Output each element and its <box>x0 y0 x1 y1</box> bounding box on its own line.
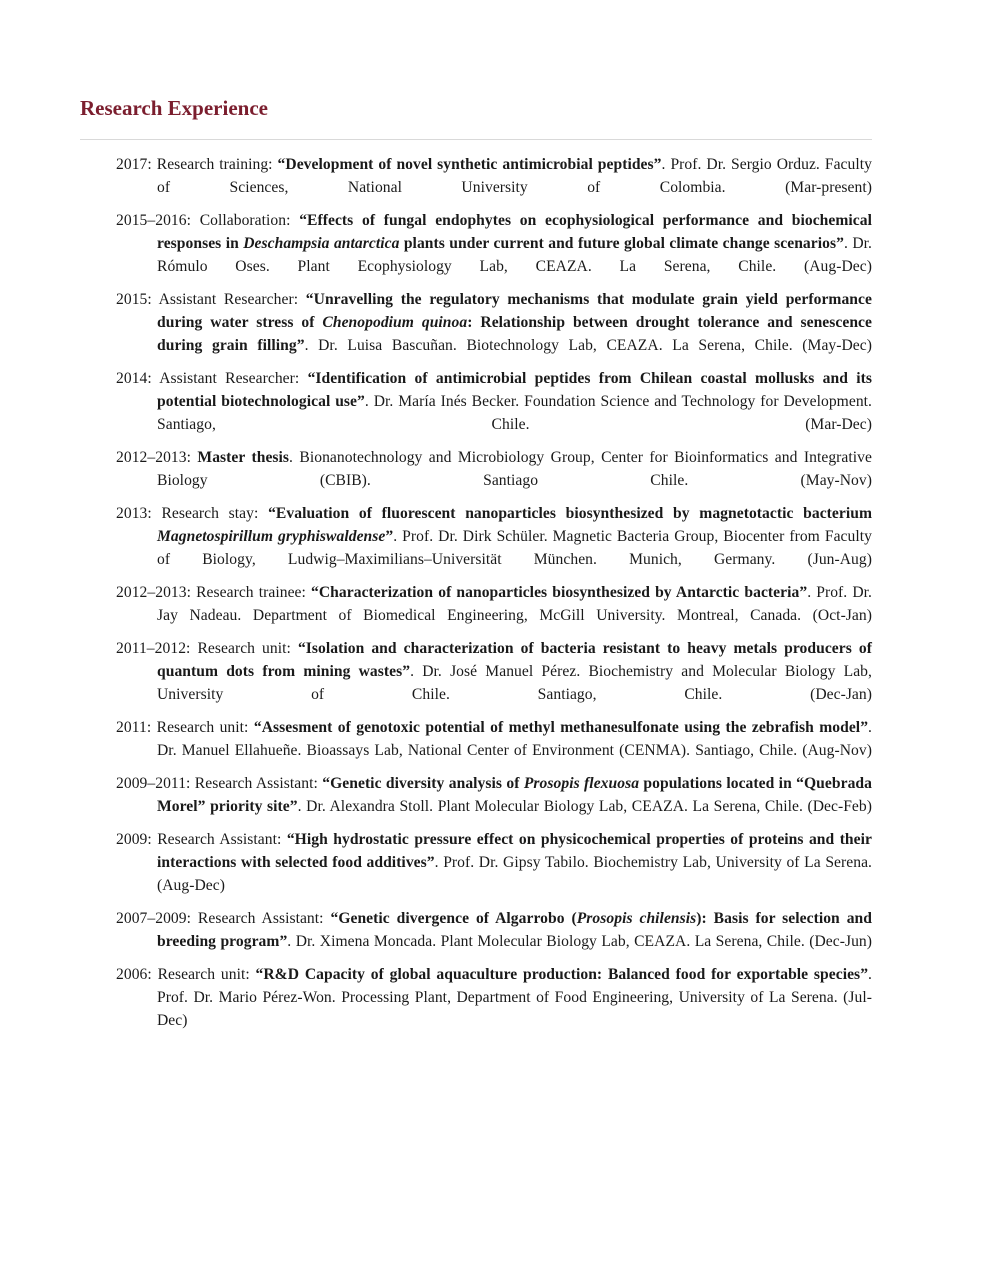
entry-year: 2017 <box>116 156 148 173</box>
entry-period: (May-Nov) <box>800 472 872 489</box>
entry-year: 2015 <box>116 291 148 308</box>
entry-role: Assistant Researcher <box>158 291 294 308</box>
entry-title: Genetic divergence of Algarrobo ( <box>338 910 577 927</box>
entry-year: 2006 <box>116 966 148 983</box>
experience-entry: 2014: Assistant Researcher: “Identification of antimicrobial peptides from Chilean coastal mollusks and its potential biotechnological use”. Dr. María Inés Becker. Foundation Science and Technology for Development. Santiago, Chile. (Mar-Dec) <box>116 370 872 433</box>
entry-title: High hydrostatic pressure effect on physicochemical properties of proteins and their interactions with selected food additives <box>157 831 872 871</box>
entry-period: (Aug-Dec) <box>804 258 872 275</box>
research-experience-list <box>116 153 872 1042</box>
experience-entry: 2011: Research unit: “Assesment of genotoxic potential of methyl methanesulfonate using the zebrafish model”. Dr. Manuel Ellahueñe. Bioassays Lab, National Center of Environment (CENMA). Santiago, Chile. (Aug-Nov) <box>116 719 872 759</box>
entry-details: Dr. María Inés Becker. Foundation Science and Technology for Development. Santiago, Chile. <box>157 393 872 433</box>
entry-details: Prof. Dr. Sergio Orduz. Faculty of Sciences, National University of Colombia. <box>157 156 872 196</box>
entry-species: Deschampsia antarctica <box>243 235 400 252</box>
entry-role: Research Assistant <box>194 775 314 792</box>
entry-period: (Aug-Nov) <box>802 742 872 759</box>
entry-title-end: populations located in “Quebrada Morel” priority site <box>157 775 872 815</box>
entry-role: Research unit <box>157 966 246 983</box>
experience-entry: 2017: Research training: “Development of novel synthetic antimicrobial peptides”. Prof. Dr. Sergio Orduz. Faculty of Sciences, National University of Colombia. (Mar-present) <box>116 156 872 196</box>
experience-entry: 2006: Research unit: “R&D Capacity of global aquaculture production: Balanced food for exportable species”. Prof. Dr. Mario Pérez-Won. Processing Plant, Department of Food Engineering, University of La Serena. (Jul-Dec) <box>116 966 872 1029</box>
entry-year: 2011–2012 <box>116 640 187 657</box>
entry-role: Collaboration <box>199 212 287 229</box>
entry-details: Dr. Ximena Moncada. Plant Molecular Biology Lab, CEAZA. La Serena, Chile. <box>295 933 805 950</box>
entry-period: (May-Dec) <box>802 337 872 354</box>
entry-period: (Jul-Dec) <box>157 989 872 1029</box>
entry-title-end: ): Basis for selection and breeding program <box>157 910 872 950</box>
entry-details: Prof. Dr. Dirk Schüler. Magnetic Bacteria Group, Biocenter from Faculty of Biology, Ludwig–Maximilians–Universität München. Munich, Germany. <box>157 528 872 568</box>
entry-period: (Aug-Dec) <box>157 877 225 894</box>
experience-entry: 2007–2009: Research Assistant: “Genetic divergence of Algarrobo (Prosopis chilensis): Basis for selection and breeding program”. Dr. Ximena Moncada. Plant Molecular Biology Lab, CEAZA. La Serena, Chile. (Dec-Jun) <box>116 910 873 950</box>
entry-role: Research stay <box>161 505 254 522</box>
experience-entry: 2009–2011: Research Assistant: “Genetic diversity analysis of Prosopis flexuosa populations located in “Quebrada Morel” priority site”. Dr. Alexandra Stoll. Plant Molecular Biology Lab, CEAZA. La Serena, Chile. (Dec-Feb) <box>116 775 872 815</box>
entry-role: Research trainee <box>196 584 302 601</box>
entry-year: 2013 <box>116 505 148 522</box>
entry-title: Characterization of nanoparticles biosynthesized by Antarctic bacteria <box>318 584 800 601</box>
experience-entry: 2013: Research stay: “Evaluation of fluorescent nanoparticles biosynthesized by magnetotactic bacterium Magnetospirillum gryphiswaldense”. Prof. Dr. Dirk Schüler. Magnetic Bacteria Group, Biocenter from Faculty of Biology, Ludwig–Maximilians–Universität München. Munich, Germany. (Jun-Aug) <box>116 505 872 568</box>
entry-year: 2014 <box>116 370 148 387</box>
entry-species: Chenopodium quinoa <box>322 314 468 331</box>
entry-year: 2007–2009 <box>116 910 187 927</box>
entry-year: 2011 <box>116 719 147 736</box>
entry-title: Evaluation of fluorescent nanoparticles biosynthesized by magnetotactic bacterium <box>275 505 872 522</box>
section-divider <box>80 139 872 140</box>
entry-role: Assistant Researcher <box>159 370 295 387</box>
entry-details: Prof. Dr. Jay Nadeau. Department of Biomedical Engineering, McGill University. Montreal, Canada. <box>157 584 872 624</box>
entry-period: (Jun-Aug) <box>807 551 872 568</box>
entry-title: Isolation and characterization of bacteria resistant to heavy metals producers of quantum dots from mining wastes <box>157 640 872 680</box>
experience-entry: 2015–2016: Collaboration: “Effects of fungal endophytes on ecophysiological performance and biochemical responses in Deschampsia antarctica plants under current and future global climate change scenarios”. Dr. Rómulo Oses. Plant Ecophysiology Lab, CEAZA. La Serena, Chile. (Aug-Dec) <box>116 212 872 275</box>
entry-year: 2009–2011 <box>116 775 187 792</box>
entry-title: Effects of fungal endophytes on ecophysiological performance and biochemical responses in <box>157 212 872 252</box>
entry-details: Bionanotechnology and Microbiology Group, Center for Bioinformatics and Integrative Biology (CBIB). Santiago Chile. <box>157 449 872 489</box>
entry-species: Magnetospirillum gryphiswaldense <box>157 528 386 545</box>
entry-details: Dr. José Manuel Pérez. Biochemistry and Molecular Biology Lab, University of Chile. Santiago, Chile. <box>157 663 872 703</box>
entry-period: (Dec-Jan) <box>810 686 872 703</box>
entry-year: 2012–2013 <box>116 584 187 601</box>
entry-period: (Mar-present) <box>785 179 872 196</box>
experience-entry: 2012–2013: Research trainee: “Characterization of nanoparticles biosynthesized by Antarctic bacteria”. Prof. Dr. Jay Nadeau. Department of Biomedical Engineering, McGill University. Montreal, Canada. (Oct-Jan) <box>116 584 872 624</box>
entry-role: Research Assistant <box>157 831 277 848</box>
entry-role: Research unit <box>197 640 287 657</box>
entry-title: Identification of antimicrobial peptides from Chilean coastal mollusks and its potential biotechnological use <box>157 370 872 410</box>
entry-details: Prof. Dr. Gipsy Tabilo. Biochemistry Lab, University of La Serena. <box>443 854 872 871</box>
entry-species: Prosopis chilensis <box>576 910 697 927</box>
experience-entry: 2011–2012: Research unit: “Isolation and characterization of bacteria resistant to heavy metals producers of quantum dots from mining wastes”. Dr. José Manuel Pérez. Biochemistry and Molecular Biology Lab, University of Chile. Santiago, Chile. (Dec-Jan) <box>116 640 872 703</box>
entry-period: (Dec-Feb) <box>807 798 872 815</box>
entry-year: 2012–2013 <box>116 449 187 466</box>
experience-entry: 2012–2013: Master thesis. Bionanotechnology and Microbiology Group, Center for Bioinformatics and Integrative Biology (CBIB). Santiago Chile. (May-Nov) <box>116 449 872 489</box>
entry-details: Prof. Dr. Mario Pérez-Won. Processing Plant, Department of Food Engineering, University of La Serena. <box>157 989 838 1006</box>
entry-title: R&D Capacity of global aquaculture production: Balanced food for exportable species <box>263 966 861 983</box>
entry-year: 2009 <box>116 831 148 848</box>
entry-details: Dr. Luisa Bascuñan. Biotechnology Lab, CEAZA. La Serena, Chile. <box>318 337 793 354</box>
experience-entry: 2015: Assistant Researcher: “Unravelling the regulatory mechanisms that modulate grain yield performance during water stress of Chenopodium quinoa: Relationship between drought tolerance and senescence during grain filling”. Dr. Luisa Bascuñan. Biotechnology Lab, CEAZA. La Serena, Chile. (May-Dec) <box>116 291 872 354</box>
entry-details: Dr. Alexandra Stoll. Plant Molecular Biology Lab, CEAZA. La Serena, Chile. <box>306 798 803 815</box>
entry-role: Master thesis <box>197 449 290 466</box>
experience-entry: 2009: Research Assistant: “High hydrostatic pressure effect on physicochemical properties of proteins and their interactions with selected food additives”. Prof. Dr. Gipsy Tabilo. Biochemistry Lab, University of La Serena. (Aug-Dec) <box>116 831 872 894</box>
entry-details: Dr. Manuel Ellahueñe. Bioassays Lab, National Center of Environment (CENMA). Santiago, Chile. <box>157 742 798 759</box>
entry-title-end: : Relationship between drought tolerance and senescence during grain filling <box>157 314 872 354</box>
entry-title: Development of novel synthetic antimicrobial peptides <box>285 156 654 173</box>
section-heading: Research Experience <box>80 96 268 120</box>
entry-title-end: plants under current and future global climate change scenarios <box>399 235 837 252</box>
entry-period: (Oct-Jan) <box>812 607 872 624</box>
entry-role: Research training <box>156 156 269 173</box>
entry-species: Prosopis flexuosa <box>523 775 640 792</box>
entry-title: Genetic diversity analysis of <box>330 775 524 792</box>
entry-role: Research unit <box>156 719 245 736</box>
entry-period: (Mar-Dec) <box>805 416 872 433</box>
entry-role: Research Assistant <box>197 910 320 927</box>
entry-year: 2015–2016 <box>116 212 187 229</box>
entry-title: Assesment of genotoxic potential of methyl methanesulfonate using the zebrafish model <box>261 719 861 736</box>
entry-title: Unravelling the regulatory mechanisms that modulate grain yield performance during water stress of <box>157 291 872 331</box>
entry-period: (Dec-Jun) <box>809 933 873 950</box>
entry-details: Dr. Rómulo Oses. Plant Ecophysiology Lab, CEAZA. La Serena, Chile. <box>157 235 872 275</box>
